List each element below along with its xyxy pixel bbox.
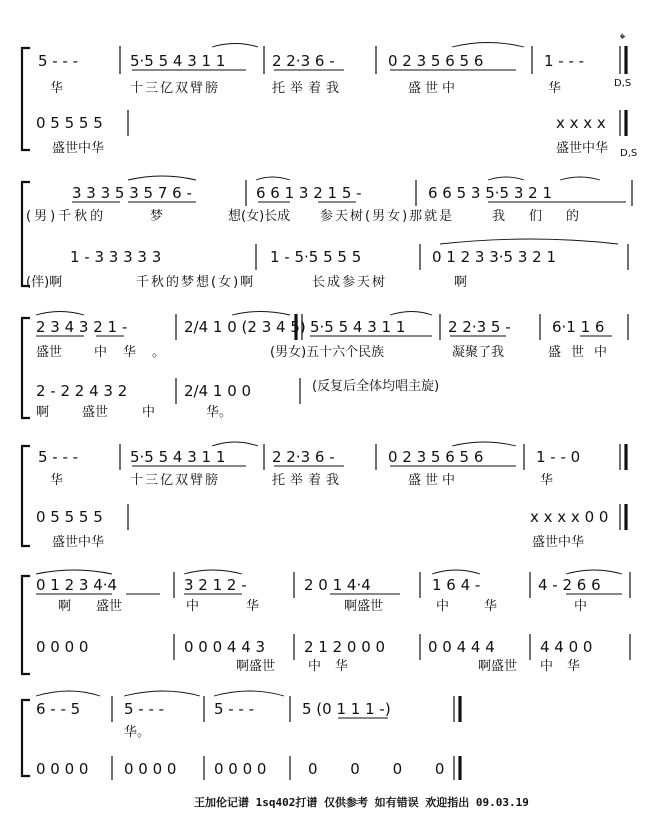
s3-l-lyr4: 华。 [206, 405, 233, 420]
s1-u-lyr4: 盛世中 [408, 81, 460, 96]
s6-u-m1: 6 - - 5 [36, 700, 81, 718]
s3-l-lyr2: 盛世 [82, 405, 109, 420]
s2-u-lyr2: 梦 [150, 209, 164, 224]
s3-l-lyr1: 啊 [36, 405, 50, 420]
s4-u-m2: 5·5 5 4 3 1 1 [130, 448, 226, 466]
s3-u-m3: 5·5 5 4 3 1 1 [310, 318, 406, 336]
s4-u-lyr1: 华 [50, 473, 64, 488]
s3-u-lyr4: 凝聚了我 [452, 345, 505, 360]
s2-l-lyr3: 长成参天树 [312, 275, 388, 290]
s5-l-m5: 4 4 0 0 [540, 638, 593, 656]
s5-l-m4: 0 0 4 4 4 [428, 638, 495, 656]
s6-l-m2: 0 0 0 0 [124, 760, 177, 778]
s3-u-lyr2: 中华。 [94, 345, 182, 360]
s5-u-m1: 0 1 2 3 4·4 [36, 576, 118, 594]
s4-u-lyr5: 华 [540, 473, 554, 488]
system-3 [22, 312, 628, 421]
s2-u-lyr5: 我们的 [492, 209, 604, 224]
s2-u-m3: 6 6 5 3 5·5 3 2 1 [428, 184, 553, 202]
s6-l-m3: 0 0 0 0 [214, 760, 267, 778]
s2-u-lyr3: 想(女)长成 [228, 209, 291, 224]
s3-u-lyr1: 盛世 [36, 345, 63, 360]
s1-l-lyr1: 盛世中华 [52, 141, 105, 156]
system-2 [22, 176, 632, 290]
s1-l-m1: 0 5 5 5 5 [36, 114, 103, 132]
s5-l-m2: 0 0 0 4 4 3 [184, 638, 266, 656]
s1-u-m1: 5 - - - [38, 52, 79, 70]
s5-u-lyr8: 中 [574, 599, 588, 614]
s6-u-lyr1: 华。 [124, 725, 151, 740]
s4-u-m4: 0 2 3 5 6 5 6 [388, 448, 484, 466]
s3-u-m1: 2 3 4 3 2 1 - [36, 318, 128, 336]
s5-u-lyr2: 盛世 [96, 599, 123, 614]
system-4 [22, 442, 626, 550]
s2-u-m1: 3 3 3 5 3 5 7 6 - [72, 184, 192, 202]
system-5 [22, 570, 630, 674]
s3-u-m2: 2/4 1 0 (2 3 4 5) [184, 318, 306, 336]
s5-u-lyr4: 华 [246, 599, 260, 614]
s4-u-lyr3: 托举着我 [272, 473, 345, 488]
s2-l-m1: 1 - 3 3 3 3 3 [70, 248, 162, 266]
s5-l-m1: 0 0 0 0 [36, 638, 89, 656]
s1-u-lyr3: 托举着我 [272, 81, 345, 96]
s3-u-lyr5: 盛世中 [548, 345, 618, 360]
s3-l-m1: 2 - 2 2 4 3 2 [36, 382, 128, 400]
s1-u-lyr2: 十三亿双臂膀 [130, 81, 221, 96]
s6-u-m2: 5 - - - [124, 700, 165, 718]
s4-u-lyr4: 盛世中 [408, 473, 460, 488]
s1-ds-lower: D,S [620, 148, 638, 159]
s4-l-lyr1: 盛世中华 [52, 535, 105, 550]
s1-u-lyr5: 华 [548, 81, 562, 96]
s2-u-lyr4: 参天树(男女)那就是 [320, 209, 455, 224]
s5-u-lyr5: 啊盛世 [344, 599, 384, 614]
system-1 [22, 43, 637, 160]
s1-u-m3: 2 2·3 6 - [272, 52, 335, 70]
s1-u-lyr1: 华 [50, 81, 64, 96]
s4-u-m3: 2 2·3 6 - [272, 448, 335, 466]
s1-u-m4: 0 2 3 5 6 5 6 [388, 52, 484, 70]
s5-u-lyr3: 中 [186, 599, 200, 614]
s5-l-m3: 2 1 2 0 0 0 [304, 638, 386, 656]
s1-u-m2: 5·5 5 4 3 1 1 [130, 52, 226, 70]
s5-u-m2: 3 2 1 2 - [184, 576, 247, 594]
s4-l-m1: 0 5 5 5 5 [36, 508, 103, 526]
s5-u-lyr6: 中 [436, 599, 450, 614]
s2-l-lyr1: (伴)啊 [26, 275, 63, 290]
s5-u-m4: 1 6 4 - [432, 576, 481, 594]
s1-l-lyr2: 盛世中华 [556, 141, 609, 156]
s2-u-lyr1: (男)千秋的 [26, 209, 107, 224]
s5-l-lyr2: 中华 [308, 659, 363, 674]
s4-u-m5: 1 - - 0 [536, 448, 581, 466]
s2-u-m2: 6 6 1 3 2 1 5 - [256, 184, 362, 202]
s3-u-m4: 2 2·3 5 - [448, 318, 511, 336]
s2-l-lyr4: 啊 [454, 275, 468, 290]
s2-l-m2: 1 - 5·5 5 5 5 [270, 248, 362, 266]
s5-u-lyr1: 啊 [58, 599, 72, 614]
s6-l-m1: 0 0 0 0 [36, 760, 89, 778]
s6-u-m3: 5 - - - [214, 700, 255, 718]
system-6 [22, 691, 460, 780]
s5-u-lyr7: 华 [484, 599, 498, 614]
s3-l-note: (反复后全体均唱主旋) [312, 379, 440, 394]
s1-u-m5: 1 - - - [544, 52, 585, 70]
s6-l-m4: 0 0 0 0 [308, 760, 459, 778]
s3-u-m5: 6·1 1 6 [552, 318, 605, 336]
s2-l-m3: 0 1 2 3 3·5 3 2 1 [432, 248, 557, 266]
s1-l-m2: x x x x [556, 114, 606, 132]
s2-l-lyr2: 千秋的梦想(女)啊 [136, 275, 256, 290]
s1-ds-upper: D,S [614, 78, 632, 89]
s5-l-lyr4: 中华 [540, 659, 595, 674]
s5-l-lyr3: 啊盛世 [478, 659, 518, 674]
s3-u-lyr3: (男女)五十六个民族 [270, 345, 385, 360]
s5-u-m5: 4 - 2 6 6 [538, 576, 601, 594]
s4-l-lyr2: 盛世中华 [532, 535, 585, 550]
segno-mark: 𝄌 [620, 30, 626, 48]
s5-u-m3: 2 0 1 4·4 [304, 576, 371, 594]
s4-u-lyr2: 十三亿双臂膀 [130, 473, 221, 488]
s5-l-lyr1: 啊盛世 [236, 659, 276, 674]
footer-credit: 王加伦记谱 1sq402打谱 仅供参考 如有错误 欢迎指出 09.03.19 [194, 796, 529, 809]
s4-l-m2: x x x x 0 0 [530, 508, 609, 526]
s4-u-m1: 5 - - - [38, 448, 79, 466]
s3-l-m2: 2/4 1 0 0 [184, 382, 252, 400]
s3-l-lyr3: 中 [142, 405, 156, 420]
s6-u-m4: 5 (0 1 1 1 -) [302, 700, 391, 718]
